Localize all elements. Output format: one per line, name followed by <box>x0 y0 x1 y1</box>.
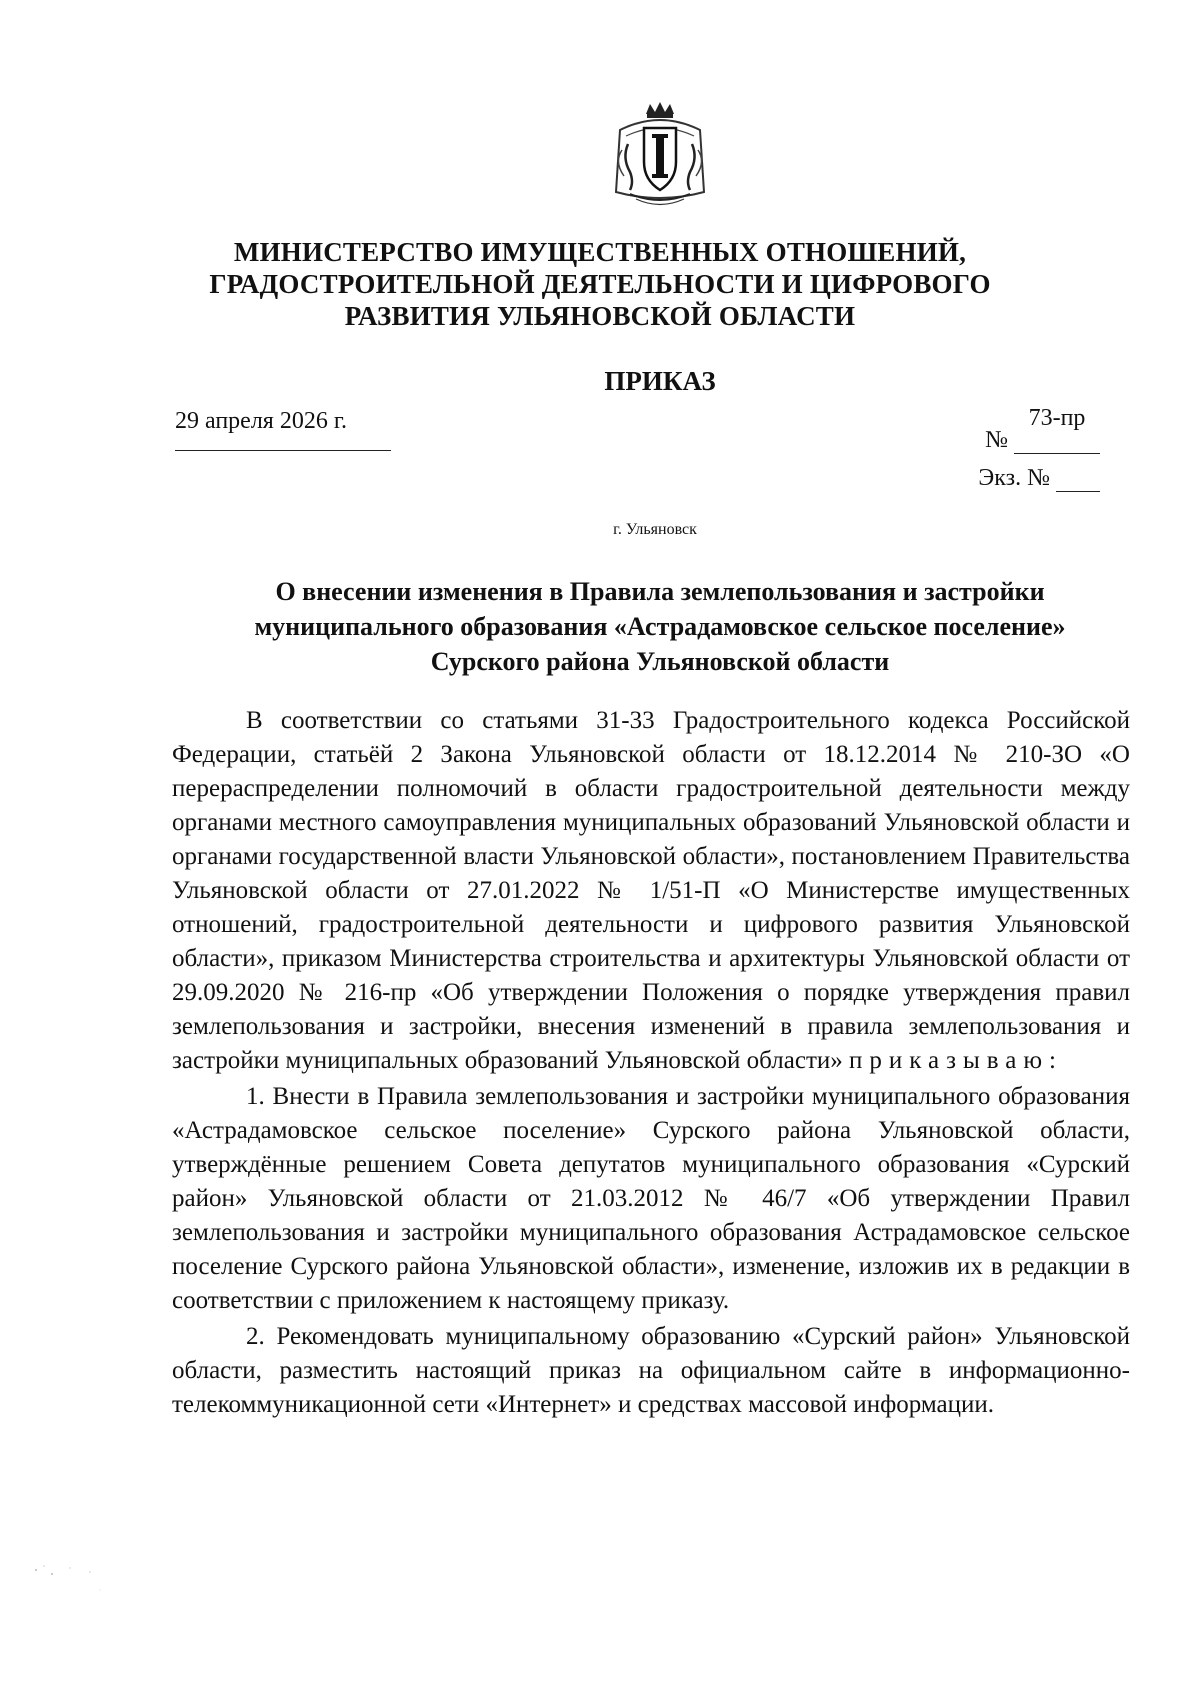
preamble-paragraph <box>172 704 1130 1078</box>
order-title <box>130 574 1190 679</box>
preamble-text: В соответствии со статьями 31-33 Градостроительного кодекса Российской Федерации, статьёй 2 Закона Ульяновской области от 18.12.2014 № 210-ЗО «О перераспределении полномочий в области градостроительной деятельности между органами местного самоуправления муниципальных образований Ульяновской области и органами государственной власти Ульяновской области», постановлением Правительства Ульяновской области от 27.01.2022 № 1/51-П «О Министерстве имущественных отношений, градостроительной деятельности и цифрового развития Ульяновской области», приказом Министерства строительства и архитектуры Ульяновской области от 29.09.2020 № 216-пр «Об утверждении Положения о порядке утверждения правил землепользования и застройки, внесения изменений в правила землепользования и застройки муниципальных образований Ульяновской области» <box>172 707 1130 1074</box>
order-number: 73-пр <box>1028 405 1086 431</box>
number-sign: № <box>985 427 1008 453</box>
order-date: 29 апреля 2026 г. <box>175 408 347 434</box>
ministry-line-1: МИНИСТЕРСТВО ИМУЩЕСТВЕННЫХ ОТНОШЕНИЙ, <box>233 237 967 267</box>
title-line-2: муниципального образования «Астрадамовское сельское поселение» <box>254 612 1066 641</box>
title-line-1: О внесении изменения в Правила землепользования и застройки <box>275 577 1045 606</box>
date-block <box>175 406 405 451</box>
order-body <box>172 704 1130 1424</box>
item-2-paragraph: 2. Рекомендовать муниципальному образованию «Сурский район» Ульяновской области, разместить настоящий приказ на официальном сайте в информационно-телекоммуникационной сети «Интернет» и средствах массовой информации. <box>172 1323 1130 1418</box>
item-1-paragraph: 1. Внести в Правила землепользования и застройки муниципального образования «Астрадамовское сельское поселение» Сурского района Ульяновской области, утверждённые решением Совета депутатов муниципального образования «Сурский район» Ульяновской области от 21.03.2012 № 46/7 «Об утверждении Правил землепользования и застройки муниципального образования Астрадамовское сельское поселение Сурского района Ульяновской области», изменение, изложив их в редакции в соответствии с приложением к настоящему приказу. <box>172 1083 1130 1314</box>
number-block <box>978 404 1100 492</box>
document-type: ПРИКАЗ <box>604 366 716 396</box>
copy-underline <box>1056 469 1100 492</box>
title-line-3: Сурского района Ульяновской области <box>430 647 890 676</box>
ulyanovsk-coat-of-arms-icon <box>600 100 720 210</box>
ministry-line-3: РАЗВИТИЯ УЛЬЯНОВСКОЙ ОБЛАСТИ <box>344 301 856 331</box>
city: г. Ульяновск <box>613 521 697 538</box>
copy-label: Экз. № <box>978 465 1050 491</box>
order-word: приказываю: <box>849 1047 1064 1074</box>
date-underline <box>175 450 391 451</box>
ministry-line-2: ГРАДОСТРОИТЕЛЬНОЙ ДЕЯТЕЛЬНОСТИ И ЦИФРОВОГО <box>209 269 991 299</box>
ministry-heading <box>120 236 1080 332</box>
number-underline <box>1014 431 1100 454</box>
scan-noise <box>30 1560 180 1600</box>
